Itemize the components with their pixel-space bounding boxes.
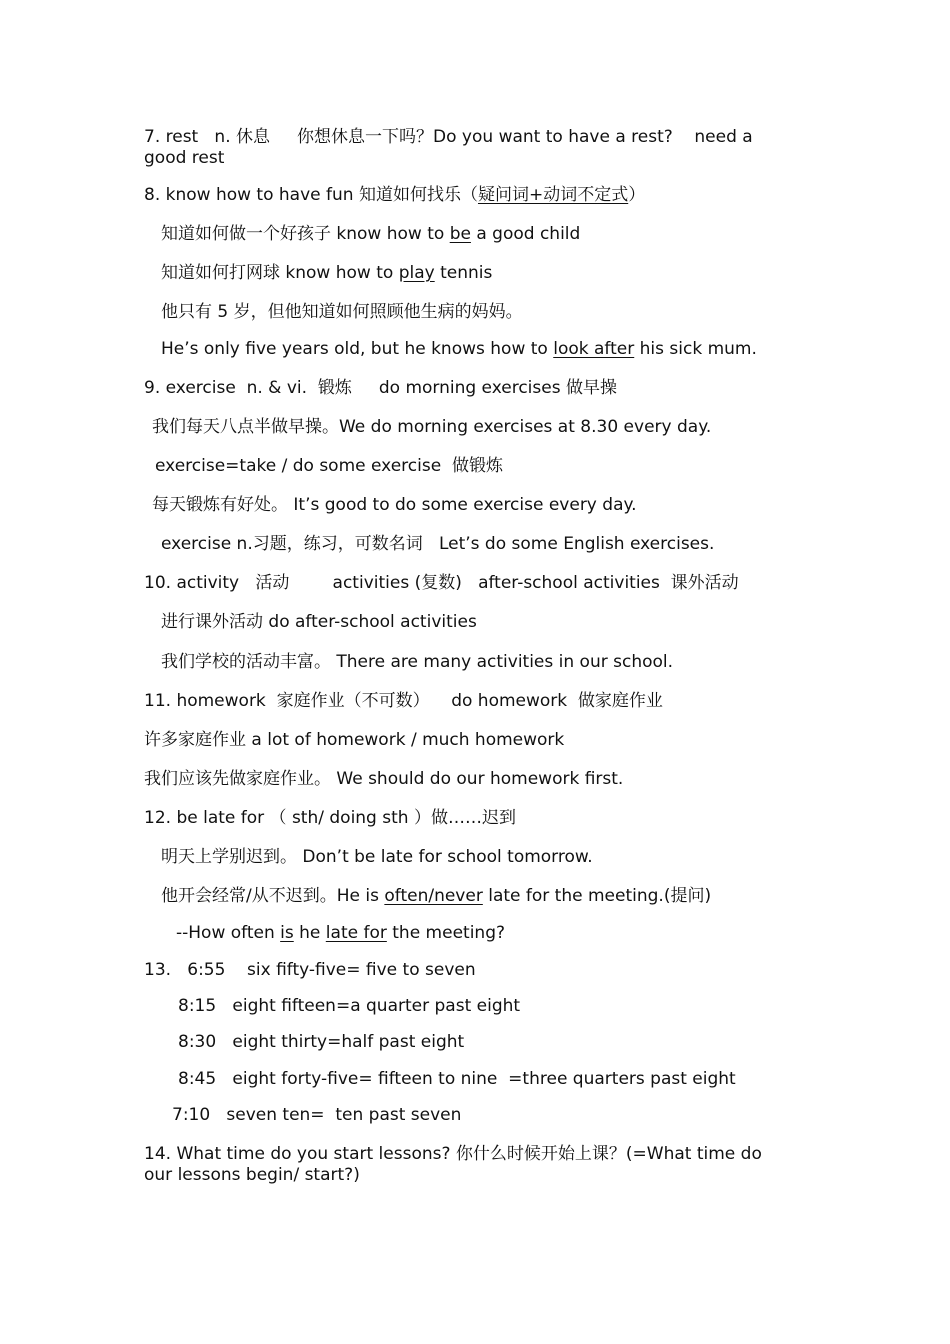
text: exercise n.习题，练习，可数名词 Let’s do some English exercises. xyxy=(161,534,715,554)
text: 知道如何做一个好孩子 know how to xyxy=(161,224,450,244)
entry-13-time-5 xyxy=(172,1105,461,1126)
entry-12-question xyxy=(176,923,505,944)
entry-14-question xyxy=(144,1144,794,1186)
text: 许多家庭作业 a lot of homework / much homework xyxy=(144,730,565,750)
text: 明天上学别迟到。 Don’t be late for school tomorrow. xyxy=(161,847,593,867)
underlined-text: late for xyxy=(325,923,387,943)
entry-12-example-1 xyxy=(161,847,593,868)
underlined-text: often/never xyxy=(384,886,483,906)
text: 14. What time do you start lessons? 你什么时候开始上课？(=What time do our lessons begin/ start?) xyxy=(144,1144,768,1185)
text: --How often xyxy=(176,923,281,943)
text: tennis xyxy=(434,263,493,283)
text: 10. activity 活动 activities (复数) after-school activities 课外活动 xyxy=(144,573,739,593)
entry-8-example-3-en xyxy=(161,339,757,360)
entry-11-example-1 xyxy=(144,730,564,751)
text: 8:45 eight forty-five= fifteen to nine =three quarters past eight xyxy=(178,1069,736,1089)
text: 我们每天八点半做早操。We do morning exercises at 8.30 every day. xyxy=(152,417,712,437)
entry-9-example-1 xyxy=(152,417,711,438)
text: 他只有 5 岁，但他知道如何照顾他生病的妈妈。 xyxy=(161,302,523,322)
entry-13-time-4 xyxy=(178,1069,736,1090)
underlined-text: is xyxy=(280,923,294,943)
entry-13-time-1 xyxy=(144,960,476,981)
entry-8-example-2 xyxy=(161,263,492,284)
text: He’s only five years old, but he knows how to xyxy=(161,339,554,359)
entry-11-heading xyxy=(144,691,663,712)
entry-9-example-2 xyxy=(152,495,637,516)
entry-10-heading xyxy=(144,573,739,594)
text: he xyxy=(293,923,326,943)
entry-10-example-2 xyxy=(161,652,673,673)
text: 知道如何打网球 know how to xyxy=(161,263,399,283)
text: ） xyxy=(628,185,646,205)
underlined-text: 疑问词+动词不定式 xyxy=(477,185,629,205)
text: 我们应该先做家庭作业。 We should do our homework first. xyxy=(144,769,624,789)
text: exercise=take / do some exercise 做锻炼 xyxy=(155,456,503,476)
entry-8-example-1 xyxy=(161,224,580,245)
underlined-text: be xyxy=(449,224,471,244)
text: 我们学校的活动丰富。 There are many activities in our school. xyxy=(161,652,674,672)
text: 8:30 eight thirty=half past eight xyxy=(178,1032,465,1052)
text: 每天锻炼有好处。 It’s good to do some exercise every day. xyxy=(152,495,637,515)
text: a good child xyxy=(470,224,581,244)
entry-13-time-2 xyxy=(178,996,520,1017)
entry-12-example-2 xyxy=(161,886,711,907)
text: 8. know how to have fun 知道如何找乐（ xyxy=(144,185,478,205)
text: his sick mum. xyxy=(634,339,757,359)
text: 进行课外活动 do after-school activities xyxy=(161,612,477,632)
underlined-text: play xyxy=(398,263,435,283)
entry-10-example-1 xyxy=(161,612,477,633)
text: 12. be late for （ sth/ doing sth ）做……迟到 xyxy=(144,808,516,828)
entry-9-heading xyxy=(144,378,617,399)
text: 8:15 eight fifteen=a quarter past eight xyxy=(178,996,521,1016)
entry-11-example-2 xyxy=(144,769,623,790)
entry-9-example-3 xyxy=(161,534,714,555)
text: 7. rest n. 休息 你想休息一下吗？Do you want to have a rest? need a good rest xyxy=(144,127,759,168)
entry-8-example-3-cn xyxy=(161,302,523,323)
entry-12-heading xyxy=(144,808,516,829)
text: 7:10 seven ten= ten past seven xyxy=(172,1105,462,1125)
entry-7-rest xyxy=(144,127,794,169)
text: 11. homework 家庭作业（不可数） do homework 做家庭作业 xyxy=(144,691,663,711)
text: the meeting? xyxy=(386,923,506,943)
text: late for the meeting.(提问) xyxy=(482,886,712,906)
text: 9. exercise n. & vi. 锻炼 do morning exercises 做早操 xyxy=(144,378,617,398)
entry-8-heading xyxy=(144,185,645,206)
entry-13-time-3 xyxy=(178,1032,464,1053)
entry-9-phrase xyxy=(155,456,503,477)
text: 13. 6:55 six fifty-five= five to seven xyxy=(144,960,476,980)
text: 他开会经常/从不迟到。He is xyxy=(161,886,385,906)
underlined-text: look after xyxy=(553,339,635,359)
